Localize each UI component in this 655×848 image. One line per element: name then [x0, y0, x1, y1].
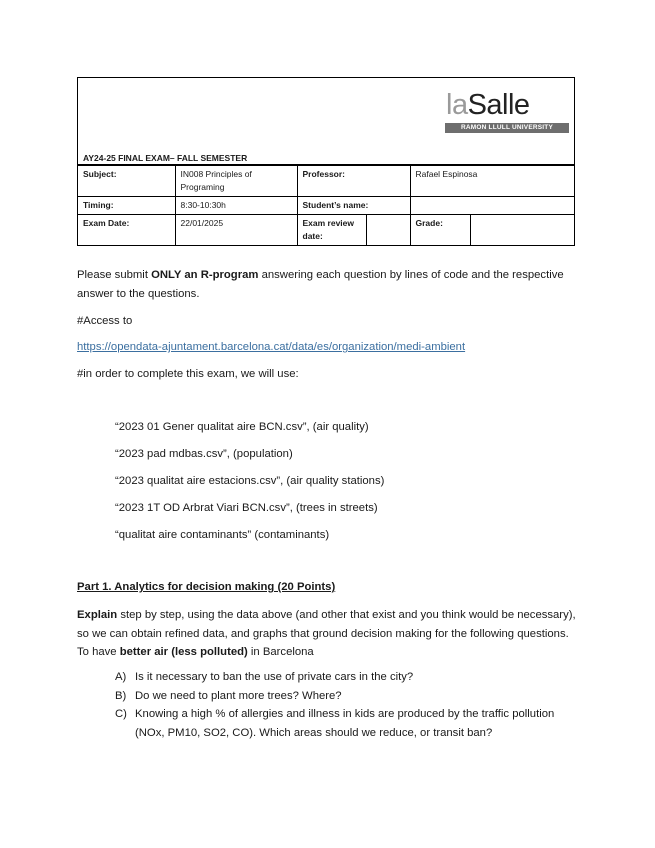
- logo-wordmark: [445, 89, 569, 121]
- question-text: Knowing a high % of allergies and illness in kids are produced by the traffic pollution (NOx, PM10, SO2, CO). Which areas should we reduce, or transit ban?: [135, 708, 555, 739]
- logo-university-bar: RAMON LLULL UNIVERSITY: [445, 123, 569, 133]
- question-item: [77, 705, 577, 742]
- exam-date-value: 22/01/2025: [175, 215, 297, 246]
- exam-review-date-field[interactable]: [366, 215, 410, 246]
- student-name-label: Student’s name:: [297, 197, 410, 215]
- timing-value: 8:30-10:30h: [175, 197, 297, 215]
- exam-title: AY24-25 FINAL EXAM– FALL SEMESTER: [83, 153, 248, 163]
- list-item: “2023 pad mdbas.csv”, (population): [115, 448, 293, 460]
- exam-date-label: Exam Date:: [78, 215, 175, 246]
- opendata-link[interactable]: https://opendata-ajuntament.barcelona.cat/data/es/organization/medi-ambient: [77, 341, 466, 353]
- student-name-field[interactable]: [410, 197, 574, 215]
- table-row: [78, 197, 574, 215]
- instructions-emphasis: ONLY an R-program: [151, 269, 259, 281]
- part1-description: [77, 606, 577, 662]
- logo-salle: Salle: [467, 89, 530, 121]
- part1-heading: [77, 578, 577, 597]
- access-comment: #Access to: [77, 315, 133, 327]
- question-item: [77, 668, 577, 687]
- list-item: “2023 01 Gener qualitat aire BCN.csv”, (air quality): [115, 421, 369, 433]
- in-barcelona-text: in Barcelona: [247, 646, 314, 658]
- lasalle-logo: [445, 89, 569, 133]
- table-row: [78, 166, 574, 197]
- question-text: Do we need to plant more trees? Where?: [135, 689, 342, 702]
- professor-label: Professor:: [297, 166, 410, 197]
- grade-label: Grade:: [410, 215, 470, 246]
- list-item: “qualitat aire contaminants” (contaminants): [115, 529, 330, 541]
- grade-field[interactable]: [470, 215, 574, 246]
- part1-heading-text: Part 1. Analytics for decision making (20 Points): [77, 581, 336, 593]
- list-item: “2023 1T OD Arbrat Viari BCN.csv”, (trees in streets): [115, 502, 378, 514]
- question-text: Is it necessary to ban the use of private cars in the city?: [135, 671, 414, 683]
- instructions-text: Please submit: [77, 269, 152, 281]
- better-air-emphasis: better air (less polluted): [119, 646, 248, 658]
- timing-label: Timing:: [78, 197, 175, 215]
- subject-value: IN008 Principles of Programing: [175, 166, 297, 197]
- exam-info-table: [78, 165, 574, 245]
- question-item: [77, 687, 577, 706]
- exam-header: [77, 77, 575, 246]
- header-logo-area: [78, 78, 574, 165]
- question-list: [77, 668, 577, 742]
- instructions-text-cont: answering each question by lines of code and the respective answer to the questions.: [77, 269, 564, 300]
- subject-label: Subject:: [78, 166, 175, 197]
- opendata-link-line: [77, 338, 577, 357]
- use-comment: #in order to complete this exam, we will use:: [77, 368, 299, 380]
- logo-la: la: [446, 89, 468, 121]
- exam-review-date-label: Exam review date:: [297, 215, 366, 246]
- explain-emphasis: Explain: [77, 609, 118, 621]
- question-label: A): [115, 671, 127, 683]
- table-row: [78, 215, 574, 246]
- submission-instructions: [77, 266, 577, 303]
- dataset-list: [115, 418, 384, 553]
- professor-value: Rafael Espinosa: [410, 166, 574, 197]
- question-label: C): [115, 708, 127, 720]
- question-label: B): [115, 689, 127, 702]
- explain-text: step by step, using the data above (and other that exist and you think would be necessary), so we can obtain refined data, and graphs that ground decision making for the following questions. To have: [77, 609, 576, 658]
- list-item: “2023 qualitat aire estacions.csv”, (air quality stations): [115, 475, 385, 487]
